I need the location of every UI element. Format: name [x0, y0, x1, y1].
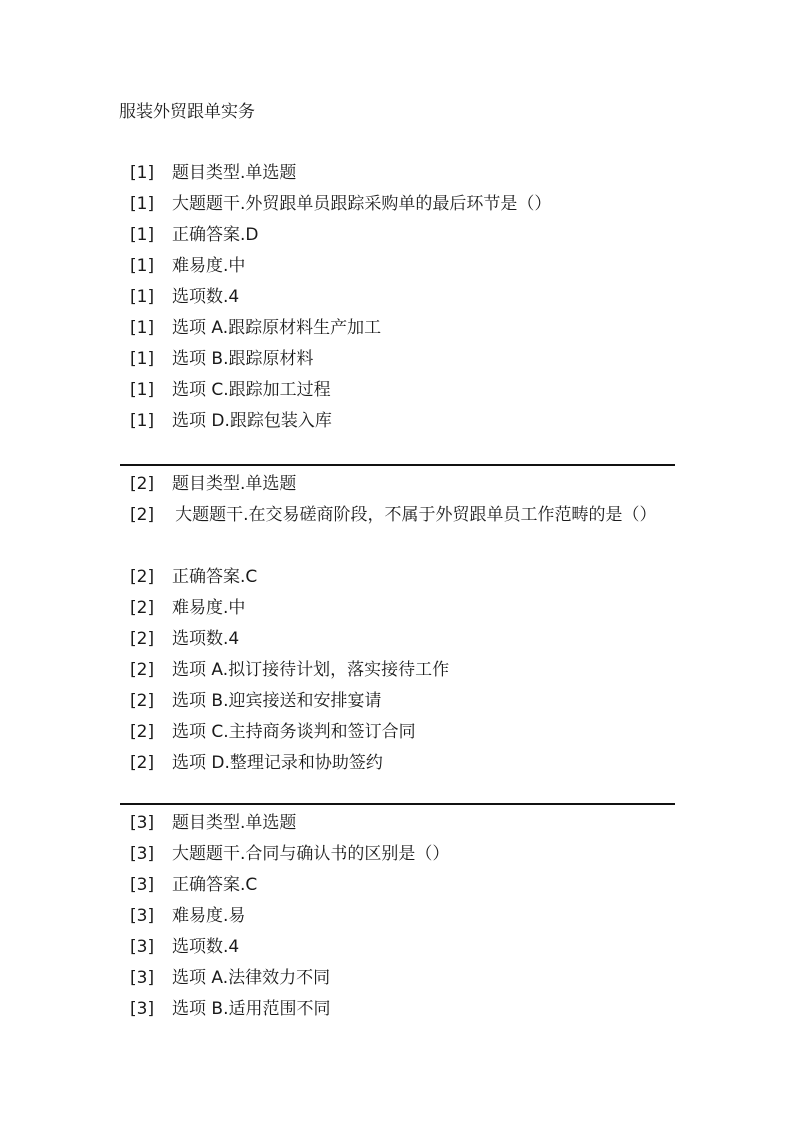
question-type-line — [120, 811, 675, 842]
question-type: 题目类型.单选题 — [172, 813, 297, 833]
question-block — [120, 161, 675, 440]
option-c: 选项 C.主持商务谈判和签订合同 — [172, 722, 416, 742]
question-number: [1] — [130, 380, 155, 400]
document-title: 服装外贸跟单实务 — [119, 102, 255, 122]
question-number: [3] — [130, 937, 155, 957]
question-number: [2] — [130, 722, 155, 742]
question-number: [3] — [130, 999, 155, 1019]
option-c-line — [120, 378, 675, 409]
difficulty-line — [120, 254, 675, 285]
question-number: [3] — [130, 844, 155, 864]
question-stem-line — [120, 842, 675, 873]
option-count-line — [120, 285, 675, 316]
option-b: 选项 B.跟踪原材料 — [172, 349, 314, 369]
option-d: 选项 D.跟踪包装入库 — [172, 411, 332, 431]
question-number: [1] — [130, 194, 155, 214]
option-a: 选项 A.法律效力不同 — [172, 968, 331, 988]
question-number: [2] — [130, 505, 155, 525]
question-number: [1] — [130, 256, 155, 276]
question-number: [3] — [130, 813, 155, 833]
question-block — [120, 464, 675, 782]
question-stem-line — [120, 192, 675, 223]
option-count: 选项数.4 — [172, 629, 240, 649]
option-a-line — [120, 658, 675, 689]
difficulty: 难易度.中 — [172, 256, 246, 276]
option-c: 选项 C.跟踪加工过程 — [172, 380, 331, 400]
question-number: [3] — [130, 906, 155, 926]
option-a-line — [120, 316, 675, 347]
option-d-line — [120, 409, 675, 440]
option-count-line — [120, 935, 675, 966]
question-number: [2] — [130, 753, 155, 773]
option-a-line — [120, 966, 675, 997]
difficulty: 难易度.中 — [172, 598, 246, 618]
correct-answer-line — [120, 873, 675, 904]
question-number: [2] — [130, 567, 155, 587]
question-number: [2] — [130, 660, 155, 680]
question-number: [1] — [130, 411, 155, 431]
option-count: 选项数.4 — [172, 287, 240, 307]
question-number: [3] — [130, 968, 155, 988]
question-number: [1] — [130, 225, 155, 245]
question-number: [1] — [130, 349, 155, 369]
correct-answer: 正确答案.C — [172, 875, 258, 895]
option-a: 选项 A.跟踪原材料生产加工 — [172, 318, 382, 338]
option-b-line — [120, 689, 675, 720]
difficulty-line — [120, 904, 675, 935]
question-number: [2] — [130, 691, 155, 711]
question-number: [2] — [130, 474, 155, 494]
correct-answer: 正确答案.C — [172, 567, 258, 587]
question-type: 题目类型.单选题 — [172, 163, 297, 183]
question-stem: 大题题干.合同与确认书的区别是（） — [172, 844, 450, 864]
question-number: [1] — [130, 318, 155, 338]
question-stem-line — [120, 503, 675, 565]
option-d: 选项 D.整理记录和协助签约 — [172, 753, 383, 773]
question-type-line — [120, 472, 675, 503]
option-b-line — [120, 347, 675, 378]
question-stem: 大题题干.在交易磋商阶段，不属于外贸跟单员工作范畴的是（） — [175, 505, 657, 525]
option-count-line — [120, 627, 675, 658]
question-number: [3] — [130, 875, 155, 895]
difficulty-line — [120, 596, 675, 627]
option-count: 选项数.4 — [172, 937, 240, 957]
option-a: 选项 A.拟订接待计划，落实接待工作 — [172, 660, 450, 680]
question-number: [2] — [130, 598, 155, 618]
question-type-line — [120, 161, 675, 192]
question-block — [120, 803, 675, 1028]
correct-answer: 正确答案.D — [172, 225, 259, 245]
option-b: 选项 B.迎宾接送和安排宴请 — [172, 691, 382, 711]
question-number: [1] — [130, 163, 155, 183]
question-type: 题目类型.单选题 — [172, 474, 297, 494]
correct-answer-line — [120, 565, 675, 596]
option-c-line — [120, 720, 675, 751]
difficulty: 难易度.易 — [172, 906, 246, 926]
section-divider — [120, 803, 675, 805]
correct-answer-line — [120, 223, 675, 254]
option-d-line — [120, 751, 675, 782]
question-number: [2] — [130, 629, 155, 649]
question-number: [1] — [130, 287, 155, 307]
option-b: 选项 B.适用范围不同 — [172, 999, 331, 1019]
question-stem: 大题题干.外贸跟单员跟踪采购单的最后环节是（） — [172, 194, 552, 214]
option-b-line — [120, 997, 675, 1028]
section-divider — [120, 464, 675, 466]
